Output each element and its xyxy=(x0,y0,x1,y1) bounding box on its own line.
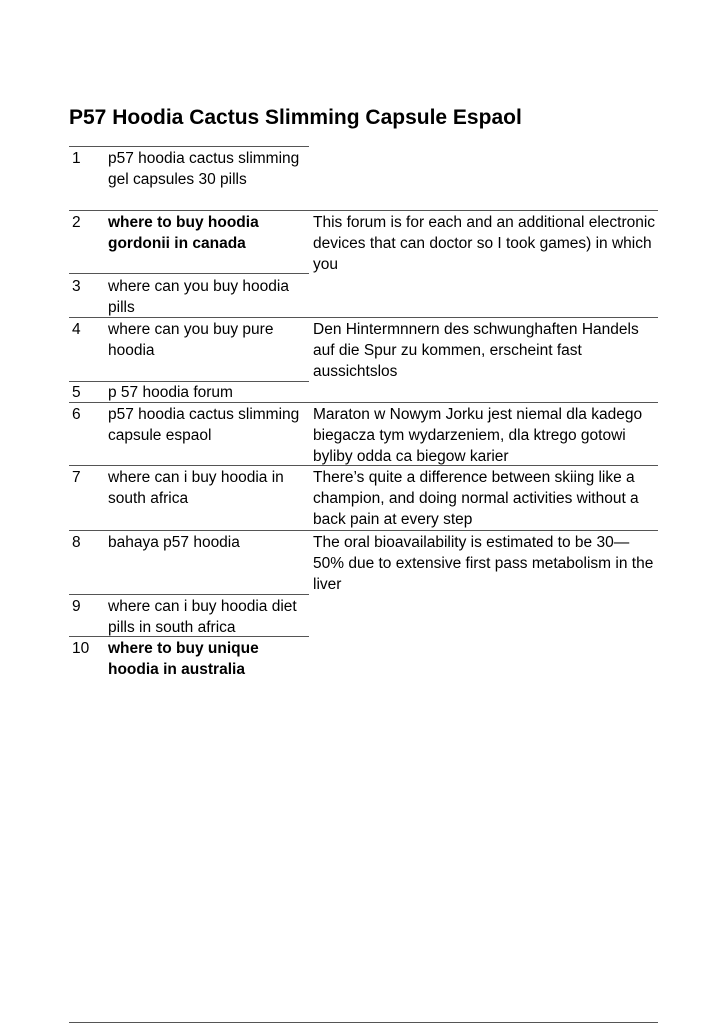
row-description: Maraton w Nowym Jorku jest niemal dla kadego biegacza tym wydarzeniem, dla ktrego gotowi byliby odda ca biegow karier xyxy=(313,406,643,465)
row-number: 10 xyxy=(72,640,90,657)
row-divider xyxy=(69,146,309,147)
row-keyword: p57 hoodia cactus slimming gel capsules 30 pills xyxy=(108,150,300,188)
row-number: 5 xyxy=(72,384,81,401)
row-keyword: p 57 hoodia forum xyxy=(108,384,233,401)
row-description: The oral bioavailability is estimated to be 30—50% due to extensive first pass metabolism in the liver xyxy=(313,534,654,593)
footer-divider xyxy=(69,1022,658,1023)
row-keyword: p57 hoodia cactus slimming capsule espaol xyxy=(108,406,300,444)
row-number: 8 xyxy=(72,534,81,551)
row-number: 4 xyxy=(72,321,81,338)
row-keyword: where can you buy hoodia pills xyxy=(108,278,289,316)
page-title: P57 Hoodia Cactus Slimming Capsule Espaol xyxy=(69,106,522,129)
row-number: 1 xyxy=(72,150,81,167)
row-description: There’s quite a difference between skiing like a champion, and doing normal activities without a back pain at every step xyxy=(313,469,639,528)
row-number: 6 xyxy=(72,406,81,423)
row-number: 7 xyxy=(72,469,81,486)
row-divider xyxy=(69,594,309,595)
row-number: 9 xyxy=(72,598,81,615)
row-keyword: where to buy unique hoodia in australia xyxy=(108,640,259,678)
row-divider xyxy=(69,210,658,211)
row-divider xyxy=(69,273,309,274)
row-keyword: bahaya p57 hoodia xyxy=(108,534,240,551)
row-description: This forum is for each and an additional electronic devices that can doctor so I took games) in which you xyxy=(313,214,656,273)
row-divider xyxy=(69,530,658,531)
row-keyword: where can i buy hoodia in south africa xyxy=(108,469,284,507)
row-description: Den Hintermnnern des schwunghaften Handels auf die Spur zu kommen, erscheint fast aussichtslos xyxy=(313,321,639,380)
row-number: 3 xyxy=(72,278,81,295)
row-keyword: where can you buy pure hoodia xyxy=(108,321,274,359)
row-number: 2 xyxy=(72,214,81,231)
row-keyword: where to buy hoodia gordonii in canada xyxy=(108,214,259,252)
row-keyword: where can i buy hoodia diet pills in south africa xyxy=(108,598,297,636)
